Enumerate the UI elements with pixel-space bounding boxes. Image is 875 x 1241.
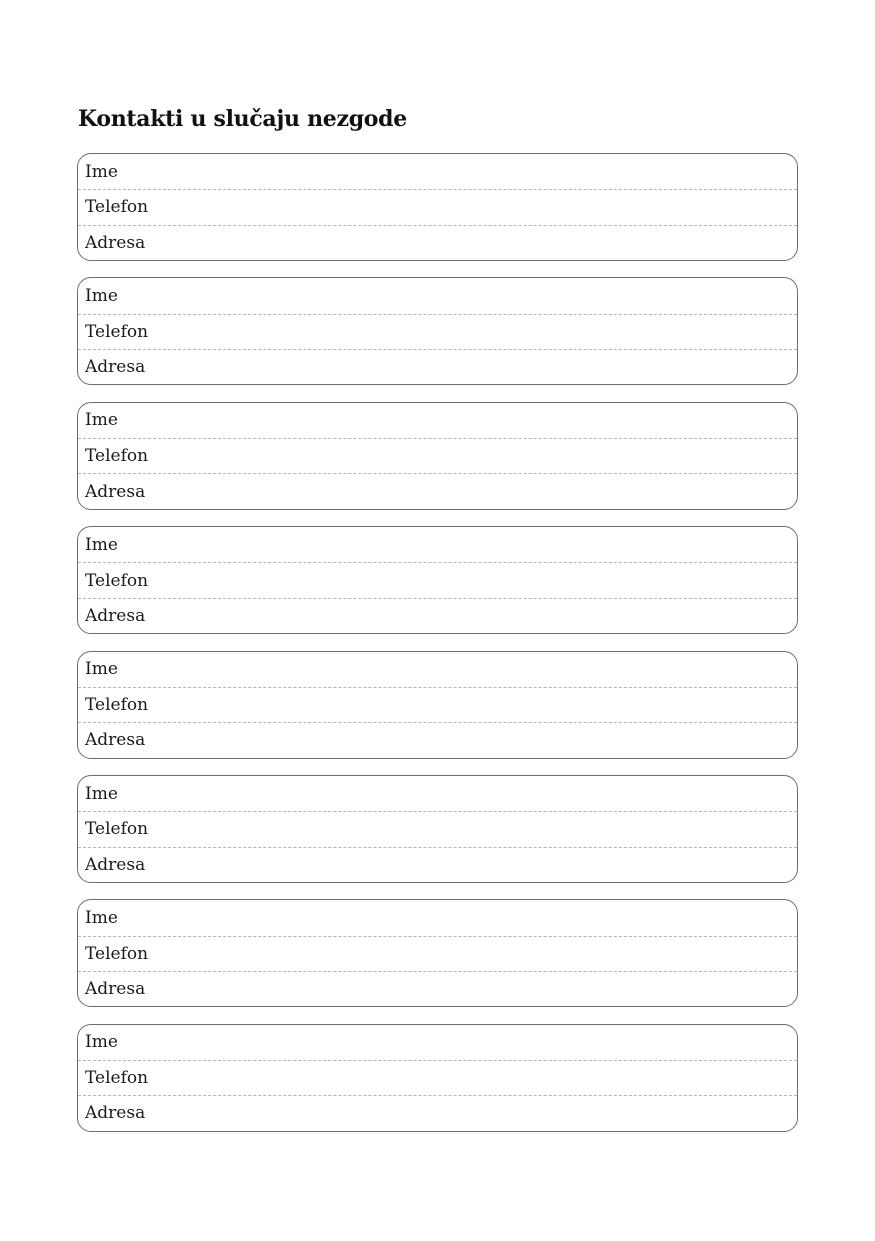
- address-label: Adresa: [85, 605, 146, 626]
- phone-field[interactable]: [78, 687, 797, 722]
- address-field[interactable]: [78, 1095, 797, 1130]
- address-label: Adresa: [85, 481, 146, 502]
- address-label: Adresa: [85, 357, 146, 378]
- phone-label: Telefon: [85, 570, 149, 591]
- phone-label: Telefon: [85, 695, 149, 715]
- address-field[interactable]: [78, 225, 797, 260]
- contact-card-1: [77, 153, 798, 261]
- address-label: Adresa: [85, 1103, 146, 1124]
- address-field[interactable]: [78, 598, 797, 633]
- phone-field[interactable]: [78, 936, 797, 971]
- name-field[interactable]: [78, 776, 797, 811]
- contact-card-8: [77, 1024, 798, 1132]
- contact-card-5: [77, 651, 798, 759]
- name-label: Ime: [85, 534, 118, 555]
- contact-list: [77, 153, 798, 1148]
- phone-label: Telefon: [85, 321, 149, 342]
- name-field[interactable]: [78, 900, 797, 935]
- name-label: Ime: [85, 286, 118, 307]
- address-label: Adresa: [85, 730, 146, 751]
- phone-field[interactable]: [78, 811, 797, 846]
- phone-field[interactable]: [78, 562, 797, 597]
- address-field[interactable]: [78, 971, 797, 1006]
- name-field[interactable]: [78, 403, 797, 438]
- contact-card-4: [77, 526, 798, 634]
- name-label: Ime: [85, 1032, 118, 1053]
- phone-label: Telefon: [85, 819, 149, 840]
- address-field[interactable]: [78, 847, 797, 882]
- phone-label: Telefon: [85, 943, 149, 964]
- name-field[interactable]: [78, 1025, 797, 1060]
- contact-card-6: [77, 775, 798, 883]
- contact-card-2: [77, 277, 798, 385]
- name-field[interactable]: [78, 527, 797, 562]
- name-label: Ime: [85, 907, 118, 928]
- address-field[interactable]: [78, 349, 797, 384]
- name-label: Ime: [85, 659, 118, 680]
- address-label: Adresa: [85, 854, 146, 875]
- name-field[interactable]: [78, 278, 797, 313]
- phone-label: Telefon: [85, 446, 149, 467]
- contact-card-7: [77, 899, 798, 1007]
- phone-label: Telefon: [85, 1068, 149, 1089]
- name-field[interactable]: [78, 154, 797, 189]
- phone-field[interactable]: [78, 314, 797, 349]
- name-label: Ime: [85, 161, 118, 182]
- name-label: Ime: [85, 783, 118, 804]
- phone-label: Telefon: [85, 197, 149, 218]
- address-field[interactable]: [78, 722, 797, 757]
- address-field[interactable]: [78, 473, 797, 508]
- name-label: Ime: [85, 410, 118, 431]
- address-label: Adresa: [85, 979, 146, 1000]
- page-title: Kontakti u slučaju nezgode: [78, 106, 407, 132]
- name-field[interactable]: [78, 652, 797, 687]
- phone-field[interactable]: [78, 438, 797, 473]
- address-label: Adresa: [85, 232, 146, 253]
- phone-field[interactable]: [78, 1060, 797, 1095]
- phone-field[interactable]: [78, 189, 797, 224]
- contact-card-3: [77, 402, 798, 510]
